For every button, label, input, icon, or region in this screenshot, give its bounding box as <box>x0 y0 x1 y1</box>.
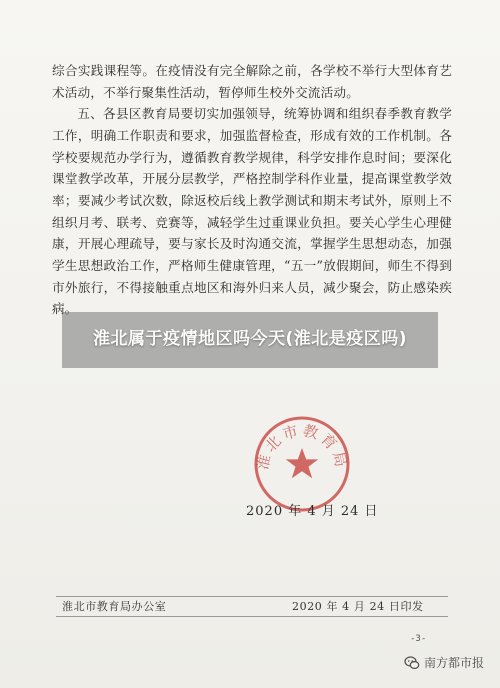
footer-rule-top <box>56 596 448 597</box>
source-watermark <box>404 654 484 671</box>
issue-date: 2020 年 4 月 24 日 <box>246 504 379 519</box>
paragraph-2: 五、各县区教育局要切实加强领导，统筹协调和组织春季教育教学工作，明确工作职责和要求，加强监督检查，形成有效的工作机制。各学校要规范办学行为，遵循教育教学规律，科学安排作息时间；要深化课堂教学改革，开展分层教学，严格控制学科作业量，提高课堂教学效率；要减少考试次数，除返校后线上教学测试和期末考试外，原则上不组织月考、联考、竞赛等，减轻学生过重课业负担。要关心学生心理健康，开展心理疏导，要与家长及时沟通交流，掌握学生思想动态，加强学生思想政治工作，严格师生健康管理，“五一”放假期间，师生不得到市外旅行，不得接触重点地区和海外归来人员，减少聚会，防止感染疾病。 <box>52 106 452 317</box>
print-date: 2020 年 4 月 24 日印发 <box>292 600 424 613</box>
document-body <box>52 60 452 320</box>
page-number: -3- <box>410 634 427 644</box>
paragraph-1: 综合实践课程等。在疫情没有完全解除之前，各学校不举行大型体育艺术活动，不举行聚集性活动，暂停师生校外交流活动。 <box>52 63 452 100</box>
issuing-office: 淮北市教育局办公室 <box>62 600 167 613</box>
watermark-text: 南方都市报 <box>424 656 485 670</box>
seal-text: 淮北市教育局 <box>253 421 351 472</box>
headline-banner <box>62 312 438 368</box>
headline-title: 淮北属于疫情地区吗今天(淮北是疫区吗) <box>92 329 408 350</box>
chat-bubble-icon <box>404 655 420 671</box>
footer-rule-bottom <box>56 616 448 617</box>
